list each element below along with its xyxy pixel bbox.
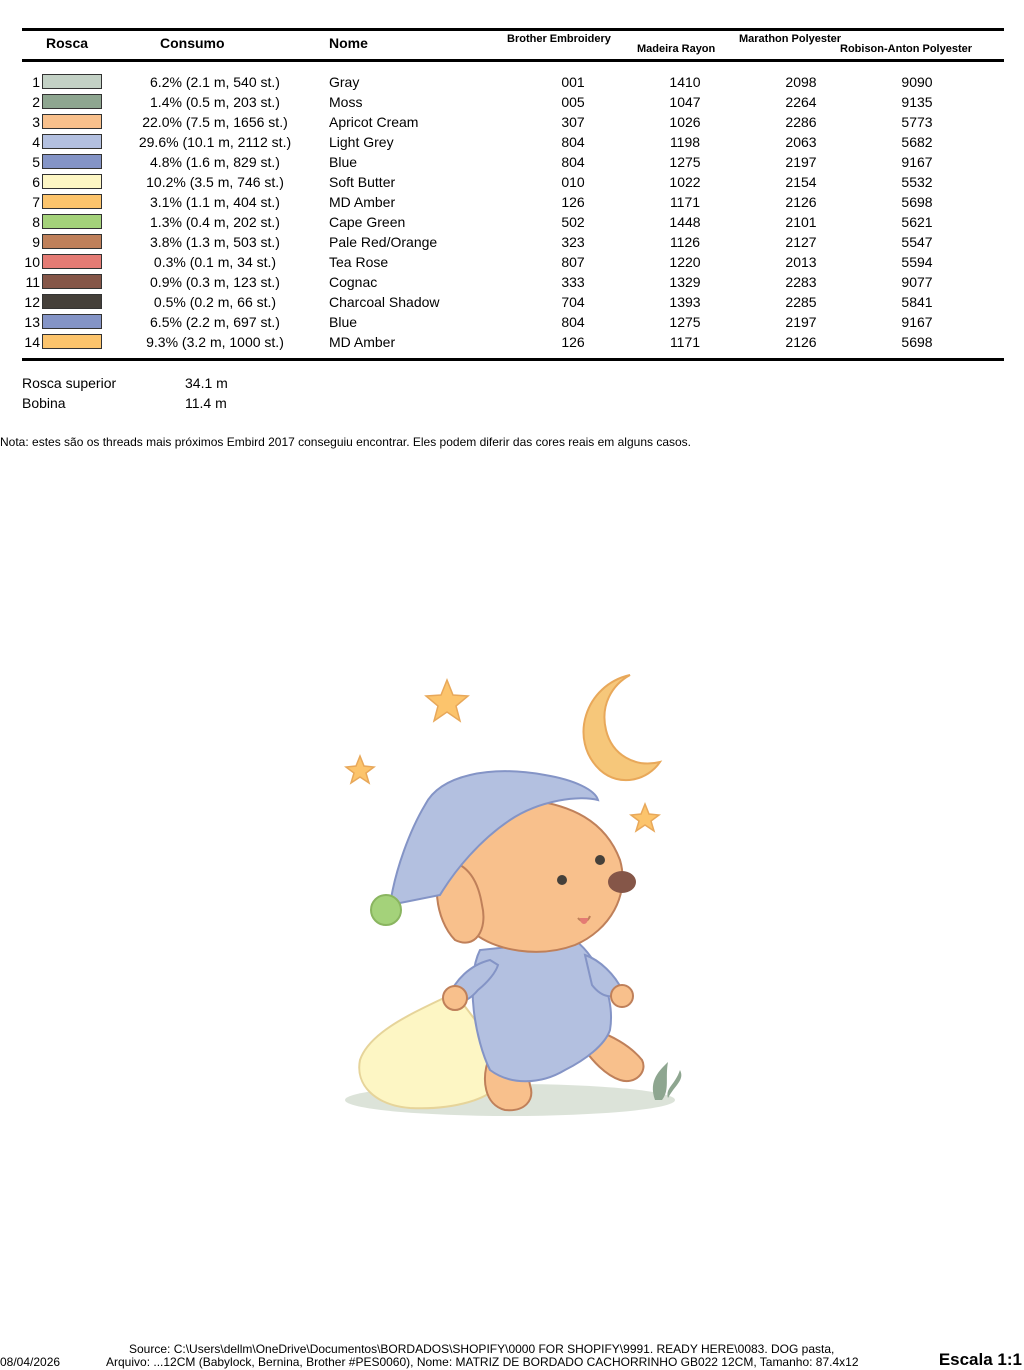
thread-madeira-code: 1171 xyxy=(669,334,701,350)
thread-marathon-code: 2264 xyxy=(785,94,817,110)
thread-color-swatch xyxy=(42,174,102,189)
thread-marathon-code: 2098 xyxy=(785,74,817,90)
thread-row xyxy=(0,332,1024,352)
thread-row xyxy=(0,252,1024,272)
dog-nose xyxy=(608,871,636,893)
table-header-rule xyxy=(22,59,1004,62)
footer-source: Source: C:\Users\dellm\OneDrive\Documentos\BORDADOS\SHOPIFY\0000 FOR SHOPIFY\9991. READY HERE\0083. DOG pasta, xyxy=(129,1342,835,1356)
thread-madeira-code: 1329 xyxy=(669,274,701,290)
thread-marathon-code: 2197 xyxy=(785,314,817,330)
thread-robison-code: 9090 xyxy=(901,74,933,90)
thread-marathon-code: 2154 xyxy=(785,174,817,190)
thread-robison-code: 5773 xyxy=(901,114,933,130)
thread-number: 12 xyxy=(24,294,40,310)
thread-note: Nota: estes são os threads mais próximos Embird 2017 conseguiu encontrar. Eles podem diferir das cores reais em alguns casos. xyxy=(0,435,692,449)
thread-consumption: 22.0% (7.5 m, 1656 st.) xyxy=(142,114,288,130)
thread-row xyxy=(0,312,1024,332)
thread-marathon-code: 2285 xyxy=(785,294,817,310)
thread-madeira-code: 1126 xyxy=(669,234,701,250)
thread-name: Moss xyxy=(329,94,363,110)
grass-icon xyxy=(653,1062,681,1100)
thread-number: 8 xyxy=(32,214,40,230)
header-nome: Nome xyxy=(329,35,368,51)
top-thread-label: Rosca superior xyxy=(22,375,117,391)
header-rosca: Rosca xyxy=(46,35,89,51)
thread-number: 2 xyxy=(32,94,40,110)
thread-consumption: 3.8% (1.3 m, 503 st.) xyxy=(150,234,280,250)
thread-number: 3 xyxy=(32,114,40,130)
thread-consumption: 0.9% (0.3 m, 123 st.) xyxy=(150,274,280,290)
thread-brother-code: 804 xyxy=(561,314,585,330)
thread-madeira-code: 1047 xyxy=(669,94,701,110)
thread-color-swatch xyxy=(42,154,102,169)
thread-number: 4 xyxy=(32,134,40,150)
thread-row xyxy=(0,192,1024,212)
thread-color-swatch xyxy=(42,214,102,229)
thread-number: 9 xyxy=(32,234,40,250)
thread-marathon-code: 2013 xyxy=(785,254,817,270)
thread-marathon-code: 2101 xyxy=(785,214,817,230)
thread-name: Blue xyxy=(329,314,358,330)
thread-number: 5 xyxy=(32,154,40,170)
thread-name: Blue xyxy=(329,154,358,170)
thread-consumption: 0.5% (0.2 m, 66 st.) xyxy=(153,294,277,310)
thread-brother-code: 704 xyxy=(561,294,585,310)
thread-madeira-code: 1275 xyxy=(669,154,701,170)
thread-robison-code: 5841 xyxy=(901,294,933,310)
thread-brother-code: 502 xyxy=(561,214,585,230)
table-top-rule xyxy=(22,28,1004,31)
thread-madeira-code: 1448 xyxy=(669,214,701,230)
thread-brother-code: 333 xyxy=(561,274,585,290)
thread-name: Tea Rose xyxy=(329,254,389,270)
top-thread-value: 34.1 m xyxy=(185,375,228,391)
thread-brother-code: 807 xyxy=(561,254,585,270)
embroidery-design-preview xyxy=(330,660,690,1140)
header-brother: Brother Embroidery xyxy=(507,33,611,45)
thread-consumption: 1.3% (0.4 m, 202 st.) xyxy=(150,214,280,230)
thread-madeira-code: 1171 xyxy=(669,194,701,210)
thread-number: 10 xyxy=(24,254,40,270)
thread-brother-code: 307 xyxy=(561,114,585,130)
thread-brother-code: 126 xyxy=(561,194,585,210)
thread-row xyxy=(0,292,1024,312)
thread-table xyxy=(0,72,1024,352)
thread-consumption: 10.2% (3.5 m, 746 st.) xyxy=(146,174,284,190)
thread-color-swatch xyxy=(42,254,102,269)
thread-name: Pale Red/Orange xyxy=(329,234,438,250)
thread-number: 13 xyxy=(24,314,40,330)
thread-brother-code: 804 xyxy=(561,134,585,150)
thread-number: 6 xyxy=(32,174,40,190)
thread-name: Soft Butter xyxy=(329,174,396,190)
thread-madeira-code: 1393 xyxy=(669,294,701,310)
header-consumo: Consumo xyxy=(160,35,225,51)
thread-row xyxy=(0,172,1024,192)
thread-name: MD Amber xyxy=(329,334,396,350)
thread-number: 11 xyxy=(25,274,40,290)
thread-robison-code: 5532 xyxy=(901,174,933,190)
thread-consumption: 1.4% (0.5 m, 203 st.) xyxy=(150,94,280,110)
thread-name: MD Amber xyxy=(329,194,396,210)
thread-madeira-code: 1275 xyxy=(669,314,701,330)
thread-marathon-code: 2197 xyxy=(785,154,817,170)
thread-color-swatch xyxy=(42,294,102,309)
moon-icon xyxy=(584,675,660,780)
thread-row xyxy=(0,232,1024,252)
thread-row xyxy=(0,112,1024,132)
thread-robison-code: 9135 xyxy=(901,94,933,110)
thread-row xyxy=(0,272,1024,292)
header-robison: Robison-Anton Polyester xyxy=(840,43,973,55)
bobbin-value: 11.4 m xyxy=(185,395,227,411)
star-icon xyxy=(346,756,374,783)
header-marathon: Marathon Polyester xyxy=(739,33,842,45)
paw-right xyxy=(611,985,633,1007)
thread-marathon-code: 2283 xyxy=(785,274,817,290)
thread-color-swatch xyxy=(42,114,102,129)
thread-madeira-code: 1220 xyxy=(669,254,701,270)
dog-eye xyxy=(557,875,567,885)
thread-brother-code: 126 xyxy=(561,334,585,350)
thread-consumption: 6.2% (2.1 m, 540 st.) xyxy=(150,74,280,90)
thread-brother-code: 001 xyxy=(561,74,585,90)
thread-madeira-code: 1410 xyxy=(669,74,701,90)
thread-robison-code: 9077 xyxy=(901,274,933,290)
thread-consumption: 0.3% (0.1 m, 34 st.) xyxy=(153,254,277,270)
thread-brother-code: 010 xyxy=(561,174,585,190)
thread-row xyxy=(0,152,1024,172)
thread-name: Cape Green xyxy=(329,214,406,230)
thread-brother-code: 323 xyxy=(561,234,585,250)
footer-scale: Escala 1:1 xyxy=(938,1350,1022,1369)
thread-marathon-code: 2126 xyxy=(785,334,817,350)
thread-row xyxy=(0,92,1024,112)
thread-color-swatch xyxy=(42,194,102,209)
thread-color-swatch xyxy=(42,94,102,109)
thread-marathon-code: 2126 xyxy=(785,194,817,210)
thread-name: Gray xyxy=(329,74,360,90)
thread-color-swatch xyxy=(42,314,102,329)
thread-consumption: 6.5% (2.2 m, 697 st.) xyxy=(150,314,280,330)
thread-color-swatch xyxy=(42,274,102,289)
thread-number: 7 xyxy=(32,194,40,210)
header-madeira: Madeira Rayon xyxy=(637,43,716,55)
thread-row xyxy=(0,212,1024,232)
thread-name: Light Grey xyxy=(329,134,394,150)
bobbin-label: Bobina xyxy=(22,395,66,411)
thread-robison-code: 9167 xyxy=(901,314,933,330)
thread-marathon-code: 2286 xyxy=(785,114,817,130)
thread-color-swatch xyxy=(42,234,102,249)
paw-left xyxy=(443,986,467,1010)
thread-marathon-code: 2127 xyxy=(785,234,817,250)
thread-name: Charcoal Shadow xyxy=(329,294,440,310)
thread-color-swatch xyxy=(42,134,102,149)
thread-consumption: 29.6% (10.1 m, 2112 st.) xyxy=(138,134,292,150)
thread-color-swatch xyxy=(42,74,102,89)
star-icon xyxy=(631,804,659,831)
thread-robison-code: 5682 xyxy=(901,134,933,150)
thread-color-swatch xyxy=(42,334,102,349)
star-icon xyxy=(426,680,468,721)
thread-number: 1 xyxy=(32,74,40,90)
thread-robison-code: 9167 xyxy=(901,154,933,170)
thread-robison-code: 5621 xyxy=(901,214,933,230)
thread-robison-code: 5594 xyxy=(901,254,933,270)
thread-robison-code: 5547 xyxy=(901,234,933,250)
dog-eye xyxy=(595,855,605,865)
thread-name: Apricot Cream xyxy=(329,114,419,130)
footer-date: 08/04/2026 xyxy=(0,1355,61,1369)
table-bottom-rule xyxy=(22,358,1004,361)
thread-madeira-code: 1026 xyxy=(669,114,701,130)
thread-consumption: 3.1% (1.1 m, 404 st.) xyxy=(150,194,280,210)
thread-robison-code: 5698 xyxy=(901,334,933,350)
thread-madeira-code: 1198 xyxy=(669,134,701,150)
thread-robison-code: 5698 xyxy=(901,194,933,210)
nightcap-pompom xyxy=(371,895,401,925)
thread-row xyxy=(0,72,1024,92)
thread-madeira-code: 1022 xyxy=(669,174,701,190)
thread-name: Cognac xyxy=(329,274,378,290)
thread-brother-code: 005 xyxy=(561,94,585,110)
thread-brother-code: 804 xyxy=(561,154,585,170)
thread-number: 14 xyxy=(24,334,40,350)
footer-file: Arquivo: ...12CM (Babylock, Bernina, Brother #PES0060), Nome: MATRIZ DE BORDADO CACHORRINHO GB022 12CM, Tamanho: 87.4x12 xyxy=(106,1355,859,1369)
thread-marathon-code: 2063 xyxy=(785,134,817,150)
thread-consumption: 4.8% (1.6 m, 829 st.) xyxy=(150,154,280,170)
thread-row xyxy=(0,132,1024,152)
thread-consumption: 9.3% (3.2 m, 1000 st.) xyxy=(146,334,284,350)
